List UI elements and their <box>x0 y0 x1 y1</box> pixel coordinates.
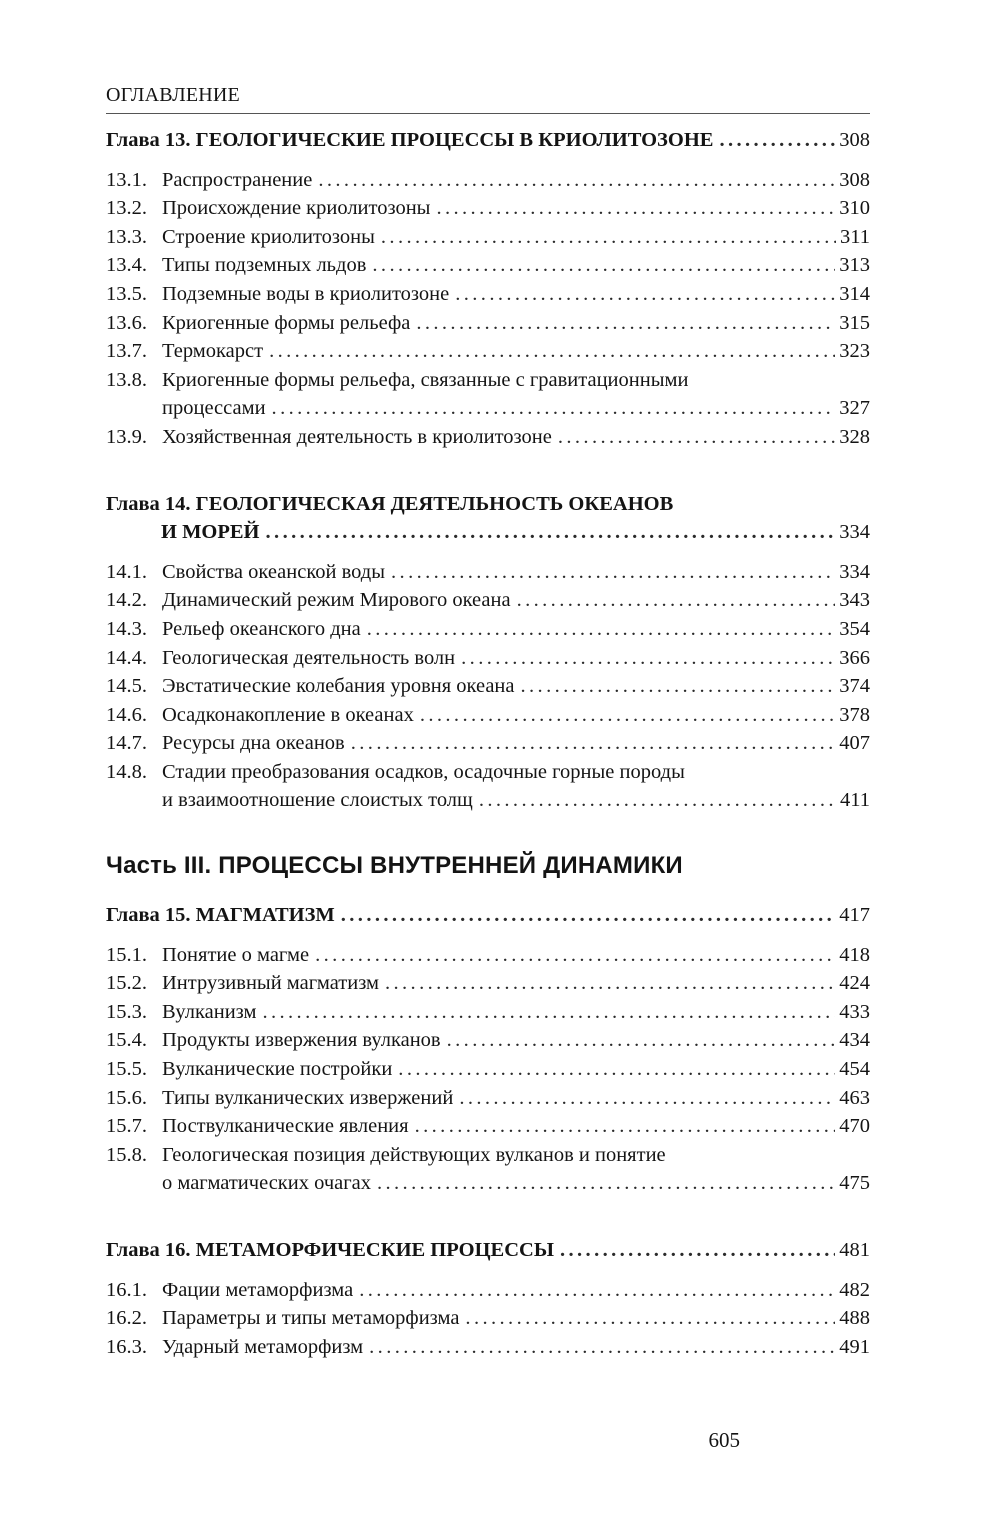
section-title: Осадконакопление в океанах <box>162 703 414 726</box>
section-number: 13.3. <box>106 225 147 248</box>
section-page: 407 <box>839 732 870 755</box>
section-number: 14.2. <box>106 589 147 612</box>
part-heading: Часть III. ПРОЦЕССЫ ВНУТРЕННЕЙ ДИНАМИКИ <box>106 852 683 880</box>
spacer <box>106 452 870 490</box>
section-number: 14.3. <box>106 617 147 640</box>
leader-dots <box>521 672 836 701</box>
leader-dots <box>351 729 836 758</box>
section-title: Эвстатические колебания уровня океана <box>162 675 515 698</box>
toc-entry <box>106 729 870 758</box>
leader-dots <box>369 1333 835 1362</box>
page-number: 605 <box>708 1428 740 1452</box>
leader-dots <box>465 1304 835 1333</box>
section-number: 14.8. <box>106 760 147 783</box>
toc-entry <box>106 309 870 338</box>
toc-entry <box>106 644 870 673</box>
section-title: Криогенные формы рельефа <box>162 311 411 334</box>
leader-dots <box>560 1236 835 1265</box>
leader-dots <box>359 1276 835 1305</box>
section-number: 15.2. <box>106 972 147 995</box>
section-page: 366 <box>839 646 870 669</box>
toc-entry <box>106 1304 870 1333</box>
toc-entry <box>106 998 870 1027</box>
toc-entry <box>106 672 870 701</box>
section-title: Типы подземных льдов <box>162 254 367 277</box>
chapter-heading <box>106 126 870 155</box>
section-title: Продукты извержения вулканов <box>162 1029 441 1052</box>
section-page: 315 <box>839 311 870 334</box>
toc-entry <box>106 758 870 787</box>
toc-entry <box>106 366 870 395</box>
chapter-title: Глава 14. ГЕОЛОГИЧЕСКАЯ ДЕЯТЕЛЬНОСТЬ ОКЕАНОВ <box>106 492 674 515</box>
toc-group-chapters-15-16 <box>106 901 870 1361</box>
section-page: 311 <box>840 225 870 248</box>
leader-dots <box>416 309 835 338</box>
section-page: 378 <box>839 703 870 726</box>
section-number: 13.9. <box>106 425 147 448</box>
chapter-heading-continued <box>106 518 870 547</box>
section-title: Понятие о магме <box>162 943 310 966</box>
leader-dots <box>269 337 835 366</box>
section-page: 328 <box>839 425 870 448</box>
toc-entry <box>106 194 870 223</box>
toc-entry <box>106 1333 870 1362</box>
chapter-block <box>106 126 870 490</box>
toc-entry <box>106 1141 870 1170</box>
toc-entry-continued <box>106 394 870 423</box>
section-number: 15.6. <box>106 1086 147 1109</box>
section-number: 13.5. <box>106 282 147 305</box>
section-number: 13.7. <box>106 340 147 363</box>
toc-entry <box>106 1276 870 1305</box>
section-page: 418 <box>839 943 870 966</box>
leader-dots <box>391 558 835 587</box>
toc-entry <box>106 337 870 366</box>
chapter-page: 308 <box>839 129 870 151</box>
leader-dots <box>398 1055 835 1084</box>
spacer <box>106 930 870 941</box>
leader-dots <box>315 941 835 970</box>
section-number: 14.5. <box>106 675 147 698</box>
toc-entry <box>106 280 870 309</box>
section-title: Происхождение криолитозоны <box>162 197 431 220</box>
section-page: 327 <box>839 397 870 420</box>
spacer <box>106 1265 870 1276</box>
leader-dots <box>262 998 835 1027</box>
section-title: Геологическая деятельность волн <box>162 646 456 669</box>
chapter-title: Глава 13. ГЕОЛОГИЧЕСКИЕ ПРОЦЕССЫ В КРИОЛИТОЗОНЕ <box>106 129 714 151</box>
section-number: 13.1. <box>106 168 147 191</box>
section-number: 14.7. <box>106 732 147 755</box>
spacer <box>106 547 870 558</box>
toc-entry <box>106 1055 870 1084</box>
toc-entry-continued <box>106 786 870 815</box>
section-title: Ресурсы дна океанов <box>162 732 345 755</box>
section-number: 15.7. <box>106 1115 147 1138</box>
leader-dots <box>459 1084 835 1113</box>
section-page: 343 <box>839 589 870 612</box>
leader-dots <box>372 251 835 280</box>
leader-dots <box>381 223 836 252</box>
section-page: 310 <box>839 197 870 220</box>
section-page: 354 <box>839 617 870 640</box>
toc-entry <box>106 1112 870 1141</box>
section-page: 475 <box>839 1172 870 1195</box>
section-page: 374 <box>839 675 870 698</box>
section-title: Геологическая позиция действующих вулканов и понятие <box>162 1143 666 1166</box>
section-number: 14.1. <box>106 560 147 583</box>
spacer <box>106 1198 870 1236</box>
section-number: 13.6. <box>106 311 147 334</box>
leader-dots <box>447 1026 836 1055</box>
section-title: Распространение <box>162 168 313 191</box>
leader-dots <box>367 615 836 644</box>
leader-dots <box>517 586 836 615</box>
section-title-continued: о магматических очагах <box>162 1172 371 1195</box>
leader-dots <box>719 126 835 155</box>
toc-entry <box>106 1026 870 1055</box>
leader-dots <box>455 280 835 309</box>
chapter-heading <box>106 490 870 519</box>
running-head: ОГЛАВЛЕНИЕ <box>106 84 240 106</box>
section-title: Рельеф океанского дна <box>162 617 361 640</box>
section-title: Термокарст <box>162 340 264 363</box>
section-title: Поствулканические явления <box>162 1115 409 1138</box>
section-title: Фации метаморфизма <box>162 1278 354 1301</box>
chapter-heading <box>106 901 870 930</box>
leader-dots <box>266 518 836 547</box>
section-title: Свойства океанской воды <box>162 560 386 583</box>
section-title: Вулканические постройки <box>162 1058 393 1081</box>
leader-dots <box>436 194 835 223</box>
chapter-page: 417 <box>839 904 870 927</box>
section-title: Стадии преобразования осадков, осадочные горные породы <box>162 760 685 783</box>
section-title: Вулканизм <box>162 1000 257 1023</box>
section-number: 15.3. <box>106 1000 147 1023</box>
leader-dots <box>415 1112 836 1141</box>
section-page: 434 <box>839 1029 870 1052</box>
section-number: 13.8. <box>106 368 147 391</box>
section-page: 491 <box>839 1335 870 1358</box>
section-number: 15.1. <box>106 943 147 966</box>
section-number: 14.6. <box>106 703 147 726</box>
section-number: 16.2. <box>106 1307 147 1330</box>
chapter-page: 481 <box>839 1239 870 1261</box>
section-page: 482 <box>839 1278 870 1301</box>
header-rule <box>106 113 870 114</box>
chapter-title: Глава 15. МАГМАТИЗМ <box>106 904 335 927</box>
section-title: Интрузивный магматизм <box>162 972 379 995</box>
section-title: Параметры и типы метаморфизма <box>162 1307 460 1330</box>
section-title-continued: и взаимоотношение слоистых толщ <box>162 789 473 812</box>
section-number: 14.4. <box>106 646 147 669</box>
chapter-heading <box>106 1236 870 1265</box>
section-page: 334 <box>839 560 870 583</box>
section-title: Ударный метаморфизм <box>162 1335 364 1358</box>
spacer <box>106 155 870 166</box>
leader-dots <box>558 423 835 452</box>
section-page: 488 <box>839 1307 870 1330</box>
section-title: Строение криолитозоны <box>162 225 375 248</box>
leader-dots <box>318 166 835 195</box>
leader-dots <box>272 394 836 423</box>
section-number: 13.4. <box>106 254 147 277</box>
section-title: Динамический режим Мирового океана <box>162 589 511 612</box>
toc-entry <box>106 423 870 452</box>
section-page: 313 <box>839 254 870 277</box>
leader-dots <box>341 901 836 930</box>
chapter-title-continued: И МОРЕЙ <box>161 521 260 544</box>
section-page: 433 <box>839 1000 870 1023</box>
chapter-block <box>106 1236 870 1361</box>
section-page: 314 <box>839 282 870 305</box>
leader-dots <box>377 1169 835 1198</box>
section-page: 411 <box>840 789 870 812</box>
section-number: 15.4. <box>106 1029 147 1052</box>
toc-entry <box>106 969 870 998</box>
section-title-continued: процессами <box>162 397 266 420</box>
toc-entry <box>106 251 870 280</box>
chapter-page: 334 <box>839 521 870 544</box>
section-page: 463 <box>839 1086 870 1109</box>
toc-entry-continued <box>106 1169 870 1198</box>
section-page: 308 <box>839 168 870 191</box>
leader-dots <box>461 644 835 673</box>
chapter-block <box>106 901 870 1236</box>
section-number: 16.1. <box>106 1278 147 1301</box>
section-title: Подземные воды в криолитозоне <box>162 282 450 305</box>
section-title: Криогенные формы рельефа, связанные с гравитационными <box>162 368 689 391</box>
chapter-block <box>106 490 870 816</box>
table-of-contents <box>106 126 870 1361</box>
toc-group-chapters-13-14 <box>106 126 870 815</box>
chapter-title: Глава 16. МЕТАМОРФИЧЕСКИЕ ПРОЦЕССЫ <box>106 1239 554 1261</box>
section-page: 470 <box>839 1115 870 1138</box>
toc-entry <box>106 701 870 730</box>
toc-entry <box>106 941 870 970</box>
leader-dots <box>420 701 835 730</box>
section-number: 13.2. <box>106 197 147 220</box>
section-title: Типы вулканических извержений <box>162 1086 454 1109</box>
toc-entry <box>106 223 870 252</box>
section-title: Хозяйственная деятельность в криолитозоне <box>162 425 552 448</box>
toc-entry <box>106 1084 870 1113</box>
section-number: 15.5. <box>106 1058 147 1081</box>
section-number: 16.3. <box>106 1335 147 1358</box>
toc-entry <box>106 615 870 644</box>
leader-dots <box>479 786 836 815</box>
section-page: 424 <box>839 972 870 995</box>
section-page: 323 <box>839 340 870 363</box>
section-number: 15.8. <box>106 1143 147 1166</box>
leader-dots <box>385 969 835 998</box>
toc-entry <box>106 586 870 615</box>
section-page: 454 <box>839 1058 870 1081</box>
toc-entry <box>106 558 870 587</box>
toc-entry <box>106 166 870 195</box>
